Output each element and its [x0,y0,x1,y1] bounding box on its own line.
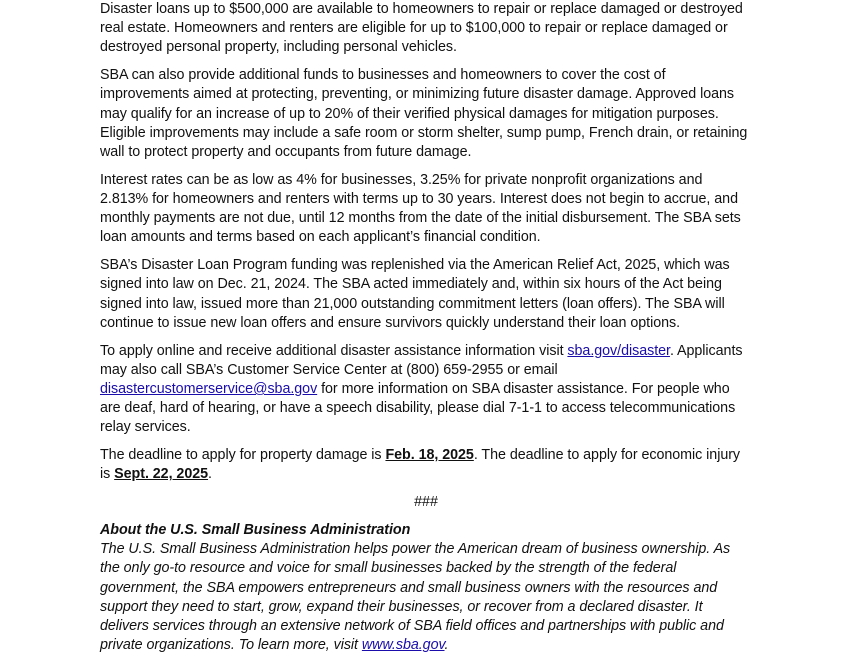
deadline-text-1: The deadline to apply for property damage is [100,447,386,464]
economic-injury-deadline: Sept. 22, 2025 [114,466,209,483]
about-heading: About the U.S. Small Business Administration [100,522,411,539]
property-damage-deadline: Feb. 18, 2025 [385,447,474,464]
about-text-end: . [444,637,449,654]
press-release-body [100,0,752,655]
sba-disaster-link[interactable]: sba.gov/disaster [567,342,670,359]
apply-text-intro: To apply online and receive additional disaster assistance information visit [100,342,568,359]
apply-text-accessibility: for more information on SBA disaster assistance. For people who are deaf, hard of hearing, or have a speech disability, please dial 7-1-1 to access telecommunications relay services. [100,381,736,436]
paragraph-deadlines [100,446,752,484]
paragraph-apply [100,342,752,438]
customer-service-email-link[interactable]: disastercustomerservice@sba.gov [100,381,318,398]
paragraph-interest-rates: Interest rates can be as low as 4% for businesses, 3.25% for private nonprofit organizations and 2.813% for homeowners and renters with terms up to 30 years. Interest does not begin to accrue, and monthly payments are not due, until 12 months from the date of the initial disbursement. The SBA sets loan amounts and terms based on each applicant’s financial condition. [100,171,741,246]
paragraph-disaster-loans: Disaster loans up to $500,000 are available to homeowners to repair or replace damaged or destroyed real estate. Homeowners and renters are eligible for up to $100,000 to repair or replace damaged or destroyed personal property, including personal vehicles. [100,1,743,56]
paragraph-mitigation: SBA can also provide additional funds to businesses and homeowners to cover the cost of improvements aimed at protecting, preventing, or minimizing future disaster damage. Approved loans may qualify for an increase of up to 20% of their verified physical damages for mitigation purposes. Eligible improvements may include a safe room or storm shelter, sump pump, French drain, or retaining wall to protect property and occupants from future damage. [100,67,748,161]
deadline-text-3: . [208,466,212,483]
deadline-text-2: . The deadline to apply for economic injury is [100,447,741,483]
about-text: The U.S. Small Business Administration helps power the American dream of business ownership. As the only go-to resource and voice for small businesses backed by the strength of the federal government, the SBA empowers entrepreneurs and small business owners with the resources and support they need to start, grow, expand their businesses, or recover from a declared disaster. It delivers services through an extensive network of SBA field offices and partnerships with public and private organizations. To learn more, visit [100,541,731,654]
paragraph-funding: SBA’s Disaster Loan Program funding was replenished via the American Relief Act, 2025, which was signed into law on Dec. 21, 2024. The SBA acted immediately and, within six hours of the Act being signed into law, issued more than 21,000 outstanding commitment letters (loan offers). The SBA will continue to issue new loan offers and ensure survivors quickly understand their loan options. [100,257,730,331]
section-separator: ### [414,494,438,511]
apply-text-phone: . Applicants may also call SBA’s Customer Service Center at (800) 659-2955 or email [100,342,743,378]
sba-website-link[interactable]: www.sba.gov [361,637,445,654]
about-body [100,540,752,655]
